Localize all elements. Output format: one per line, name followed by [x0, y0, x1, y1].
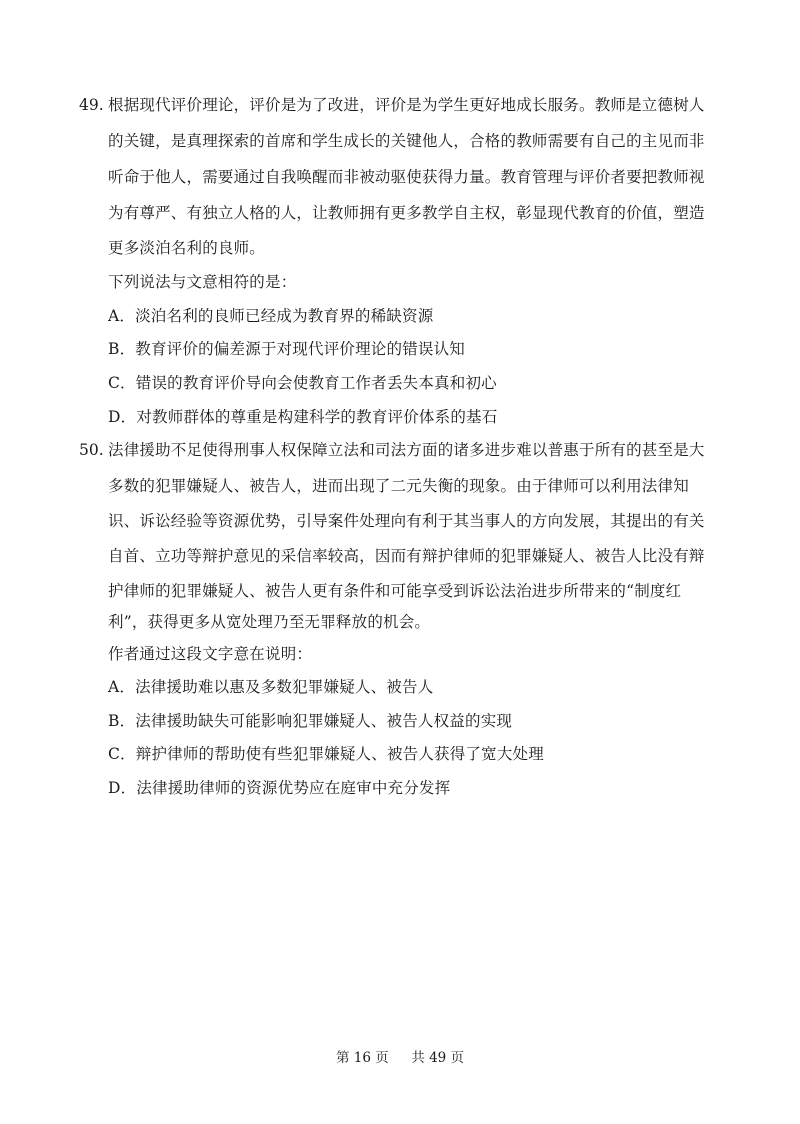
passage-line: 利”，获得更多从宽处理乃至无罪释放的机会。 [108, 613, 431, 631]
question-prompt: 作者通过这段文字意在说明： [108, 645, 313, 663]
option-d: D．对教师群体的尊重是构建科学的教育评价体系的基石 [108, 408, 498, 426]
passage-line: 多数的犯罪嫌疑人、被告人，进而出现了二元失衡的现象。由于律师可以利用法律知 [108, 477, 689, 495]
passage-line: 护律师的犯罪嫌疑人、被告人更有条件和可能享受到诉讼法治进步所带来的“制度红 [108, 582, 682, 600]
question-number: 49. [79, 96, 104, 114]
passage-line: 更多淡泊名利的良师。 [108, 239, 266, 257]
question-number: 50. [79, 441, 104, 459]
question-prompt: 下列说法与文意相符的是： [108, 273, 297, 291]
passage-line: 根据现代评价理论，评价是为了改进，评价是为学生更好地成长服务。教师是立德树人 [108, 96, 705, 114]
option-b: B．教育评价的偏差源于对现代评价理论的错误认知 [108, 340, 465, 358]
passage-line: 的关键，是真理探索的首席和学生成长的关键他人，合格的教师需要有自己的主见而非 [108, 132, 705, 150]
passage-line: 为有尊严、有独立人格的人，让教师拥有更多教学自主权，彰显现代教育的价值，塑造 [108, 204, 705, 222]
option-b: B．法律援助缺失可能影响犯罪嫌疑人、被告人权益的实现 [108, 712, 513, 730]
page-number: 第 16 页 [335, 1050, 389, 1066]
passage-line: 听命于他人，需要通过自我唤醒而非被动驱使获得力量。教育管理与评价者要把教师视 [108, 168, 705, 186]
passage-line: 识、诉讼经验等资源优势，引导案件处理向有利于其当事人的方向发展，其提出的有关 [108, 512, 705, 530]
page-footer [0, 1049, 800, 1067]
passage-line: 法律援助不足使得刑事人权保障立法和司法方面的诸多进步难以普惠于所有的甚至是大 [108, 441, 705, 459]
option-a: A．法律援助难以惠及多数犯罪嫌疑人、被告人 [108, 678, 434, 696]
option-d: D．法律援助律师的资源优势应在庭审中充分发挥 [108, 779, 451, 797]
option-a: A．淡泊名利的良师已经成为教育界的稀缺资源 [108, 307, 434, 325]
option-c: C．辩护律师的帮助使有些犯罪嫌疑人、被告人获得了宽大处理 [108, 745, 544, 763]
passage-line: 自首、立功等辩护意见的采信率较高，因而有辩护律师的犯罪嫌疑人、被告人比没有辩 [108, 547, 705, 565]
page-total: 共 49 页 [411, 1050, 465, 1066]
option-c: C．错误的教育评价导向会使教育工作者丢失本真和初心 [108, 374, 497, 392]
